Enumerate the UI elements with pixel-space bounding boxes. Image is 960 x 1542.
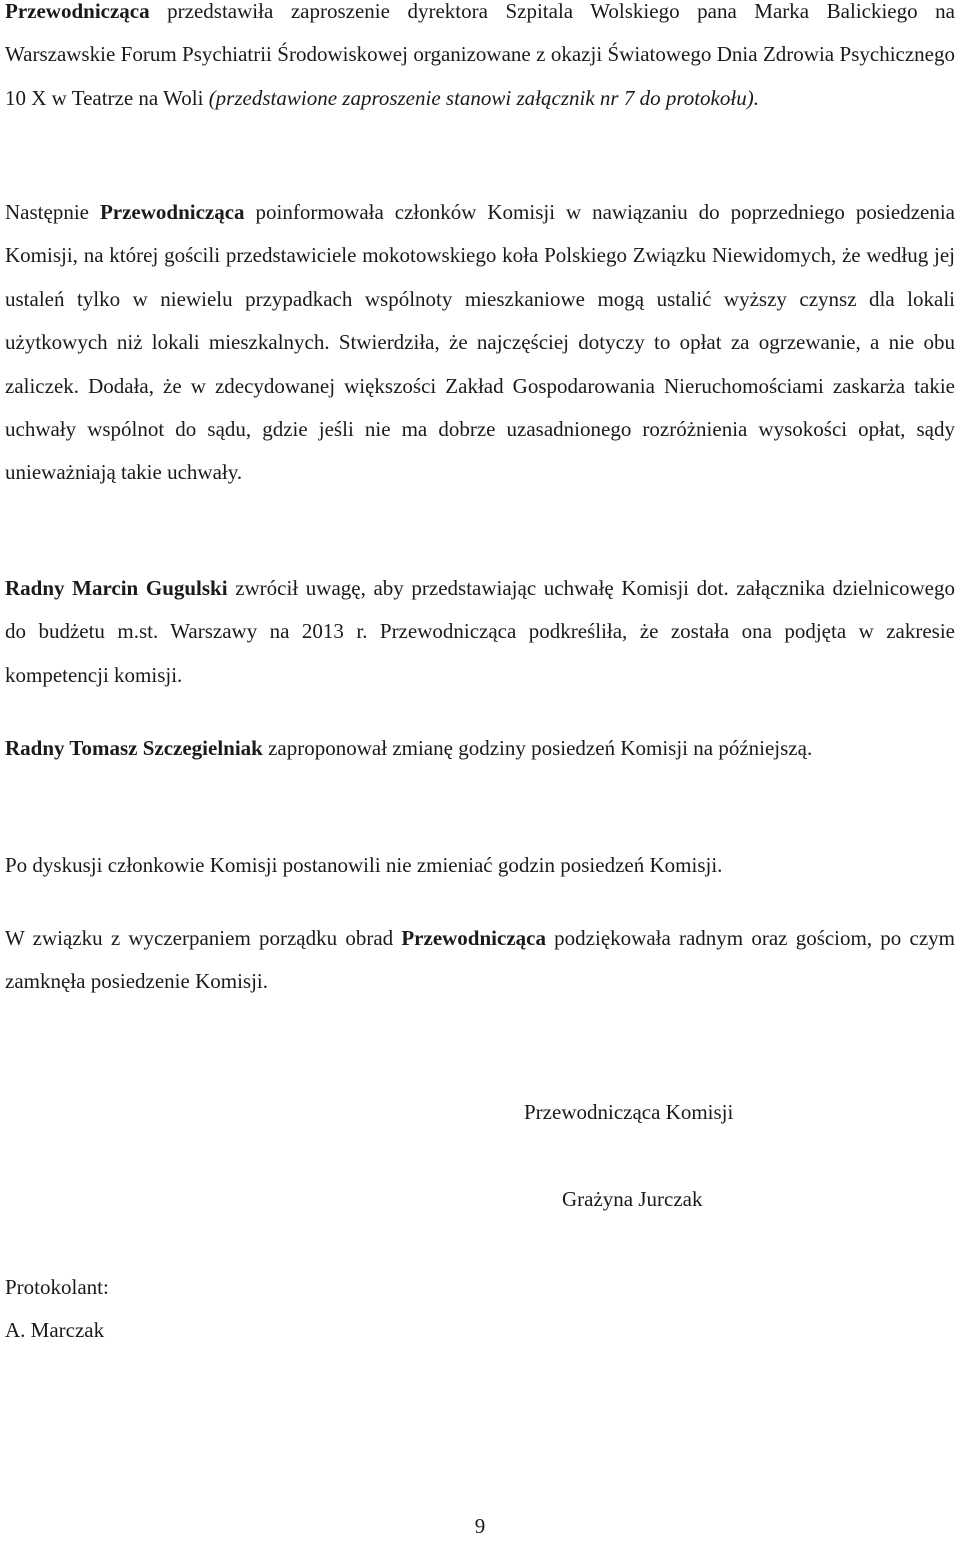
paragraph-text: zwrócił uwagę, aby przedstawiając uchwałę Komisji dot. załącznika dzielnicowego do budżetu m.st. Warszawy na 2013 r. Przewodnicząca podkreśliła, że została ona podjęta w zakresie kompetencji komisji. [5,576,956,687]
paragraph-text: podziękowała radnym oraz gościom, po czym zamknęła posiedzenie Komisji. [5,926,955,994]
paragraph-text: zaproponował zmianę godziny posiedzeń Komisji na późniejszą. [262,736,813,760]
paragraph-gugulski [5,567,955,697]
paragraph-lead: W związku z wyczerpaniem porządku obrad [5,926,402,950]
protokolant-label: Protokolant: [5,1275,109,1299]
chairwoman-label: Przewodnicząca [99,200,245,224]
paragraph-text: przedstawiła zaproszenie dyrektora Szpitala Wolskiego pana Marka Balickiego na Warszawskie Forum Psychiatrii Środowiskowej organizowane z okazji Światowego Dnia Zdrowia Psychicznego 10 X w Teatrze na Woli [5,0,955,110]
paragraph-closing [5,917,955,1004]
page-number: 9 [474,1514,486,1538]
chairwoman-label: Przewodnicząca [5,0,150,23]
paragraph-invitation [5,0,955,120]
signature-name: Grażyna Jurczak [562,1187,703,1211]
chairwoman-label: Przewodnicząca [401,926,546,950]
paragraph-szczegielniak [5,727,955,770]
paragraph-text: poinformowała członków Komisji w nawiązaniu do poprzedniego posiedzenia Komisji, na której gościli przedstawiciele mokotowskiego koła Polskiego Związku Niewidomych, że według jej ustaleń tylko w niewielu przypadkach wspólnoty mieszkaniowe mogą ustalić wyższy czynsz dla lokali użytkowych niż lokali mieszkalnych. Stwierdziła, że najczęściej dotyczy to opłat za ogrzewanie, a nie obu zaliczek. Dodała, że w zdecydowanej większości Zakład Gospodarowania Nieruchomościami zaskarża takie uchwały wspólnot do sądu, gdzie jeśli nie ma dobrze uzasadnionego rozróżnienia wysokości opłat, sądy unieważniają takie uchwały. [5,200,955,485]
paragraph-lead: Następnie [5,200,100,224]
councillor-name: Radny Tomasz Szczegielniak [5,736,263,760]
paragraph-information [5,191,955,495]
councillor-name: Radny Marcin Gugulski [5,576,228,600]
paragraph-text: Po dyskusji członkowie Komisji postanowili nie zmieniać godzin posiedzeń Komisji. [5,853,723,877]
attachment-note: (przedstawione zaproszenie stanowi załącznik nr 7 do protokołu). [208,85,759,110]
protokolant-name: A. Marczak [5,1318,105,1342]
signature-title: Przewodnicząca Komisji [524,1100,734,1124]
paragraph-discussion [5,844,955,887]
